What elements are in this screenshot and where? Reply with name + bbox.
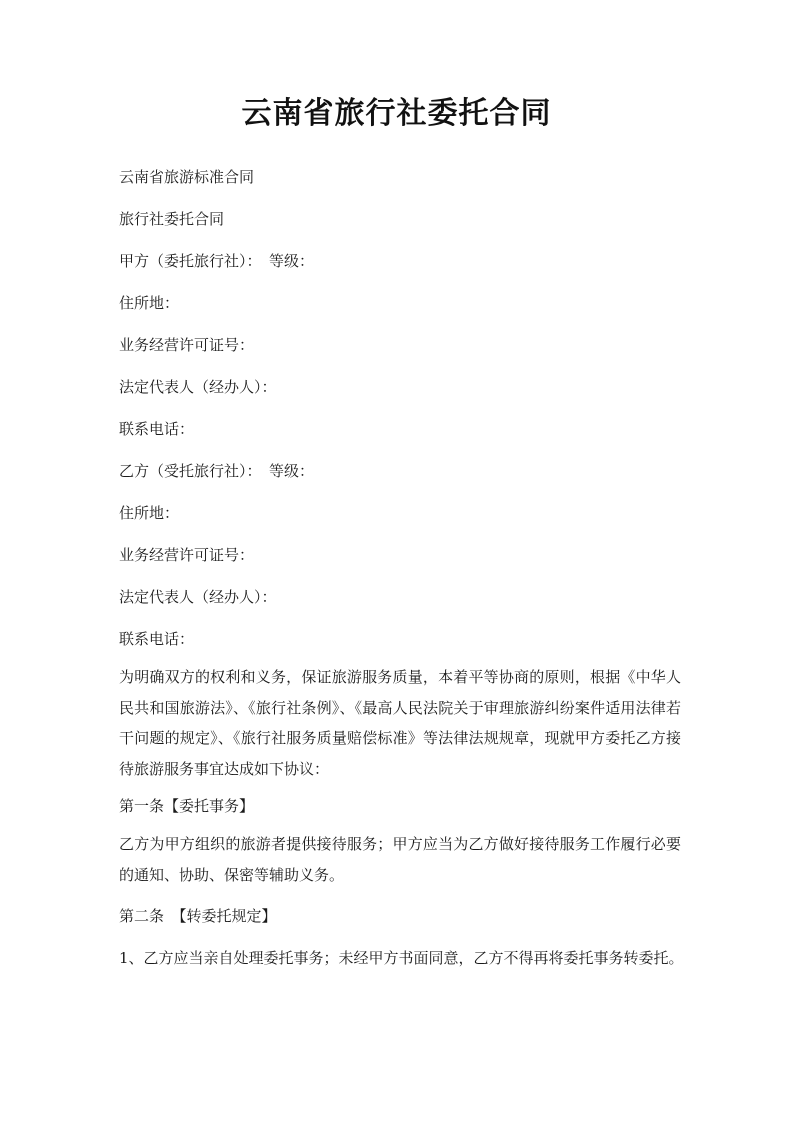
party-b-representative: 法定代表人（经办人）： [119, 588, 277, 606]
party-b-line: 乙方（受托旅行社）： 等级： [119, 462, 315, 480]
party-a-line: 甲方（委托旅行社）： 等级： [119, 252, 315, 270]
party-b-address: 住所地： [119, 504, 180, 522]
party-b-license: 业务经营许可证号： [119, 546, 255, 564]
party-a-license: 业务经营许可证号： [119, 336, 255, 354]
article-2-heading: 第二条 【转委托规定】 [119, 907, 277, 925]
party-a-phone: 联系电话： [119, 420, 195, 438]
article-1-heading: 第一条【委托事务】 [119, 797, 255, 815]
preamble-paragraph: 为明确双方的权利和义务，保证旅游服务质量，本着平等协商的原则，根据《中华人民共和国旅游法》、《旅行社条例》、《最高人民法院关于审理旅游纠纷案件适用法律若干问题的规定》、《旅行社服务质量赔偿标准》等法律法规规章，现就甲方委托乙方接待旅游服务事宜达成如下协议： [119, 668, 681, 778]
document-title: 云南省旅行社委托合同 [241, 96, 552, 131]
standard-contract-label: 云南省旅游标准合同 [119, 168, 255, 186]
article-1-body: 乙方为甲方组织的旅游者提供接待服务；甲方应当为乙方做好接待服务工作履行必要的通知、协助、保密等辅助义务。 [119, 835, 681, 884]
contract-name-label: 旅行社委托合同 [119, 210, 225, 228]
party-b-phone: 联系电话： [119, 630, 195, 648]
party-a-address: 住所地： [119, 294, 180, 312]
article-2-item-1: 1、乙方应当亲自处理委托事务；未经甲方书面同意，乙方不得再将委托事务转委托。 [119, 949, 684, 967]
party-a-representative: 法定代表人（经办人）： [119, 378, 277, 396]
